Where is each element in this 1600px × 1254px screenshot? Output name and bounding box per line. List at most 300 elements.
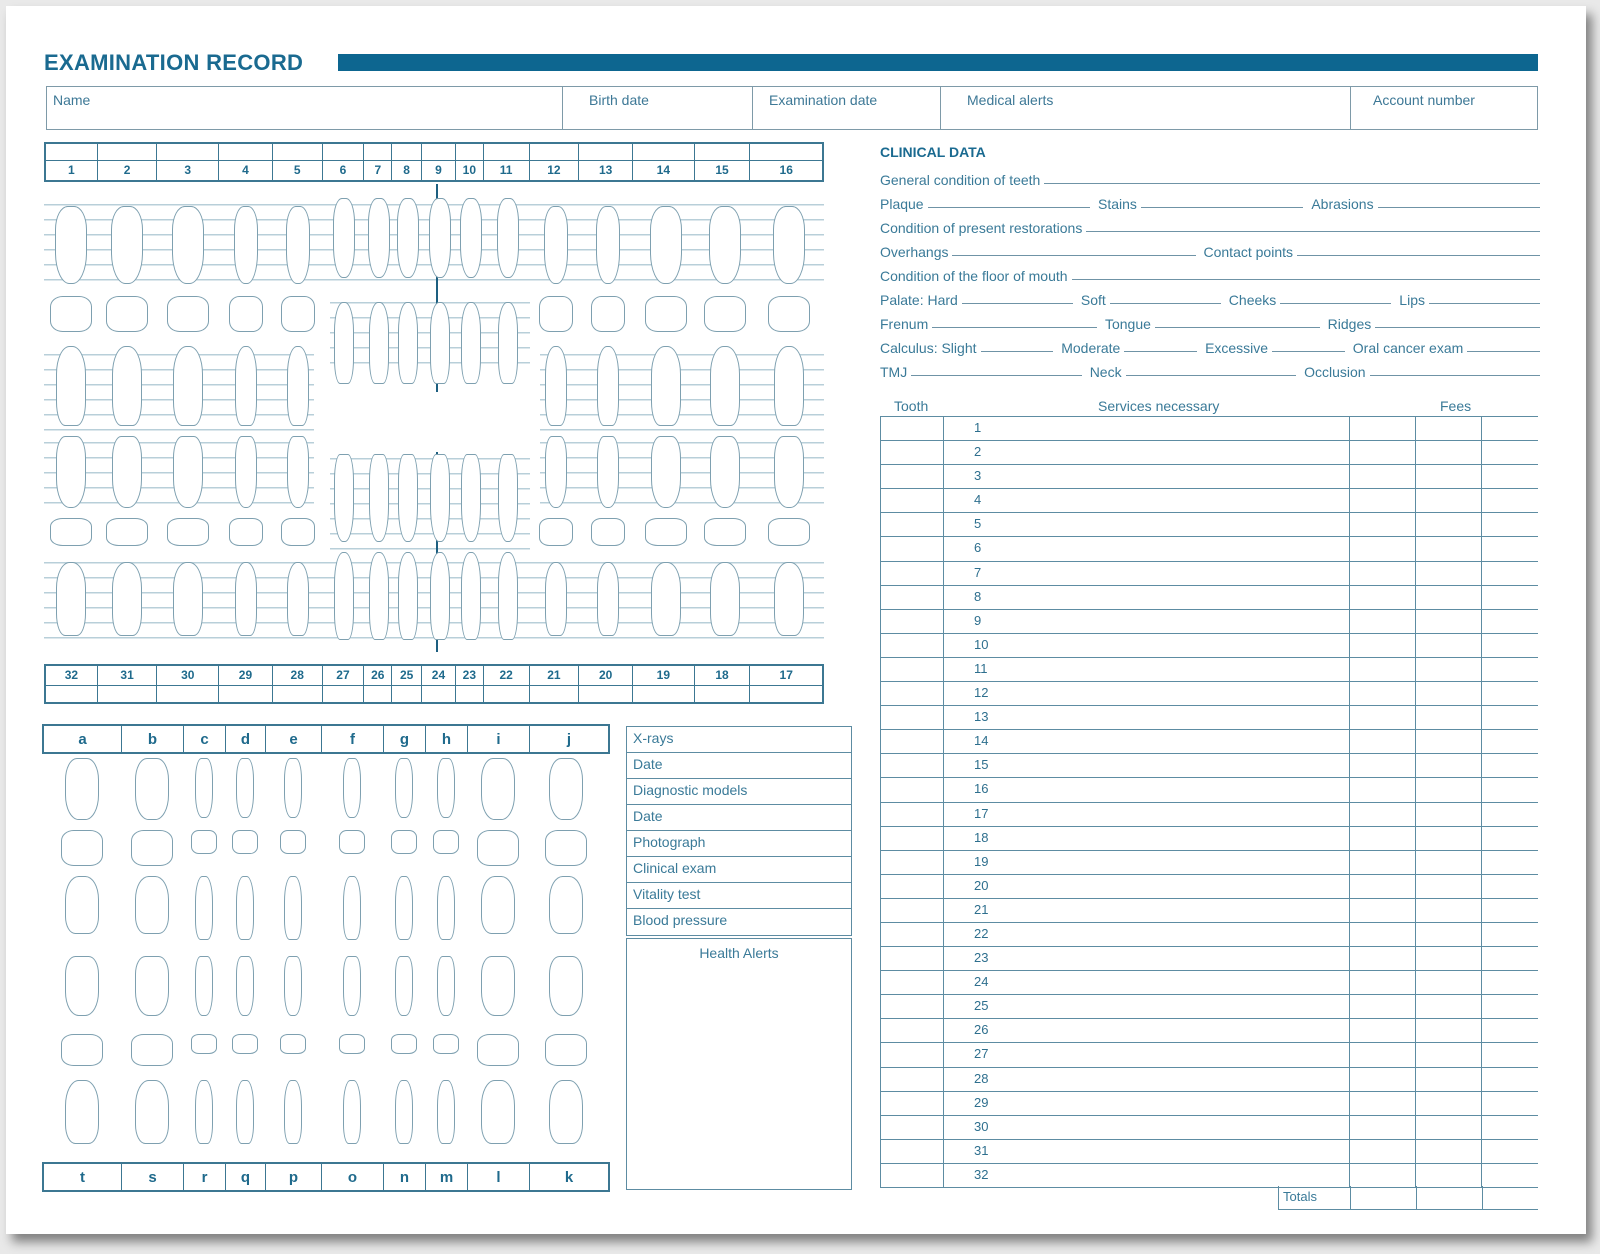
- fee-cell-3[interactable]: [1482, 947, 1538, 970]
- tooth-10-cell[interactable]: [456, 144, 484, 180]
- tooth-entry-cell[interactable]: [880, 586, 944, 609]
- record-xrays-date[interactable]: Date: [627, 753, 851, 779]
- tooth-3-mark-box[interactable]: [157, 144, 218, 161]
- service-description-cell[interactable]: [944, 562, 1350, 585]
- primary-tooth-f-cell[interactable]: f: [322, 726, 384, 752]
- examination-date-field[interactable]: [753, 87, 941, 129]
- fee-cell-1[interactable]: [1350, 947, 1416, 970]
- fee-cell-2[interactable]: [1416, 754, 1482, 777]
- tooth-entry-cell[interactable]: [880, 827, 944, 850]
- tooth-11-mark-box[interactable]: [484, 144, 529, 161]
- fee-cell-1[interactable]: [1350, 1116, 1416, 1139]
- service-description-cell[interactable]: [944, 537, 1350, 560]
- service-description-cell[interactable]: [944, 1068, 1350, 1091]
- tooth-8-mark-box[interactable]: [392, 144, 421, 161]
- clinical-field-input-line[interactable]: [1297, 254, 1540, 256]
- birth-date-field[interactable]: [563, 87, 753, 129]
- service-description-cell[interactable]: [944, 634, 1350, 657]
- fee-cell-3[interactable]: [1482, 706, 1538, 729]
- tooth-14-cell[interactable]: [633, 144, 695, 180]
- clinical-field-input-line[interactable]: [1044, 182, 1540, 184]
- service-description-cell[interactable]: [944, 1140, 1350, 1163]
- tooth-30-cell[interactable]: [157, 666, 219, 702]
- tooth-1-mark-box[interactable]: [46, 144, 97, 161]
- tooth-entry-cell[interactable]: [880, 706, 944, 729]
- service-description-cell[interactable]: [944, 730, 1350, 753]
- service-description-cell[interactable]: [944, 513, 1350, 536]
- tooth-entry-cell[interactable]: [880, 754, 944, 777]
- tooth-2-mark-box[interactable]: [98, 144, 157, 161]
- service-description-cell[interactable]: [944, 682, 1350, 705]
- fee-cell-3[interactable]: [1482, 1092, 1538, 1115]
- tooth-9-mark-box[interactable]: [422, 144, 455, 161]
- tooth-entry-cell[interactable]: [880, 1019, 944, 1042]
- tooth-6-mark-box[interactable]: [323, 144, 364, 161]
- fee-cell-3[interactable]: [1482, 1043, 1538, 1066]
- tooth-entry-cell[interactable]: [880, 851, 944, 874]
- fee-cell-2[interactable]: [1416, 803, 1482, 826]
- fee-cell-1[interactable]: [1350, 827, 1416, 850]
- service-description-cell[interactable]: [944, 610, 1350, 633]
- primary-tooth-q-cell[interactable]: q: [226, 1164, 266, 1190]
- service-description-cell[interactable]: [944, 706, 1350, 729]
- record-vitality-test[interactable]: Vitality test: [627, 883, 851, 909]
- tooth-7-cell[interactable]: [364, 144, 392, 180]
- fee-cell-1[interactable]: [1350, 1164, 1416, 1187]
- tooth-25-cell[interactable]: [392, 666, 422, 702]
- fee-cell-3[interactable]: [1482, 899, 1538, 922]
- tooth-14-mark-box[interactable]: [633, 144, 694, 161]
- fee-cell-2[interactable]: [1416, 899, 1482, 922]
- upper-tooth-buccal-outline: [429, 198, 451, 278]
- fee-cell-1[interactable]: [1350, 851, 1416, 874]
- fee-cell-2[interactable]: [1416, 513, 1482, 536]
- tooth-24-mark-box[interactable]: [422, 686, 455, 702]
- service-description-cell[interactable]: [944, 923, 1350, 946]
- fee-cell-2[interactable]: [1416, 875, 1482, 898]
- fee-cell-3[interactable]: [1482, 658, 1538, 681]
- fee-cell-3[interactable]: [1482, 730, 1538, 753]
- tooth-30-mark-box[interactable]: [157, 686, 218, 702]
- fee-cell-1[interactable]: [1350, 417, 1416, 440]
- clinical-field-input-line[interactable]: [1072, 278, 1540, 280]
- clinical-field-input-line[interactable]: [981, 350, 1054, 352]
- clinical-field-input-line[interactable]: [1467, 350, 1540, 352]
- fee-cell-2[interactable]: [1416, 1019, 1482, 1042]
- fee-cell-3[interactable]: [1482, 971, 1538, 994]
- tooth-27-mark-box[interactable]: [323, 686, 364, 702]
- fee-cell-1[interactable]: [1350, 1043, 1416, 1066]
- tooth-27-cell[interactable]: [323, 666, 365, 702]
- fee-cell-1[interactable]: [1350, 899, 1416, 922]
- tooth-32-cell[interactable]: [46, 666, 98, 702]
- tooth-17-cell[interactable]: [750, 666, 822, 702]
- primary-tooth-j-cell[interactable]: j: [566, 731, 572, 748]
- fee-cell-3[interactable]: [1482, 923, 1538, 946]
- tooth-entry-cell[interactable]: [880, 899, 944, 922]
- primary-tooth-r-cell[interactable]: r: [184, 1164, 226, 1190]
- fee-cell-1[interactable]: [1350, 803, 1416, 826]
- tooth-32-mark-box[interactable]: [46, 686, 97, 702]
- primary-tooth-t-cell[interactable]: t: [44, 1164, 122, 1190]
- tooth-18-mark-box[interactable]: [695, 686, 750, 702]
- tooth-16-cell[interactable]: [750, 144, 822, 180]
- totals-fee-2[interactable]: [1417, 1186, 1483, 1209]
- primary-lower-lingual-outline: [135, 956, 169, 1016]
- fee-cell-3[interactable]: [1482, 1140, 1538, 1163]
- tooth-4-cell[interactable]: [219, 144, 273, 180]
- tooth-entry-cell[interactable]: [880, 658, 944, 681]
- clinical-field-input-line[interactable]: [1086, 230, 1540, 232]
- tooth-3-cell[interactable]: [157, 144, 219, 180]
- lower-tooth-lingual-outline: [287, 436, 309, 508]
- tooth-entry-cell[interactable]: [880, 489, 944, 512]
- clinical-field-input-line[interactable]: [1126, 374, 1296, 376]
- fee-cell-2[interactable]: [1416, 658, 1482, 681]
- service-description-cell[interactable]: [944, 465, 1350, 488]
- tooth-entry-cell[interactable]: [880, 1140, 944, 1163]
- primary-tooth-m-cell[interactable]: m: [426, 1164, 468, 1190]
- clinical-field-input-line[interactable]: [1370, 374, 1540, 376]
- account-number-field[interactable]: [1351, 87, 1537, 129]
- record-models-date[interactable]: Date: [627, 805, 851, 831]
- tooth-2-cell[interactable]: [98, 144, 158, 180]
- tooth-entry-cell[interactable]: [880, 730, 944, 753]
- fee-cell-1[interactable]: [1350, 1019, 1416, 1042]
- fee-cell-1[interactable]: [1350, 610, 1416, 633]
- primary-tooth-chart[interactable]: [42, 758, 610, 1156]
- fee-cell-1[interactable]: [1350, 562, 1416, 585]
- tooth-18-cell[interactable]: [695, 666, 751, 702]
- clinical-field-input-line[interactable]: [1378, 206, 1540, 208]
- tooth-23-mark-box[interactable]: [456, 686, 483, 702]
- tooth-31-mark-box[interactable]: [98, 686, 157, 702]
- totals-fee-3[interactable]: [1483, 1186, 1538, 1209]
- primary-tooth-a-cell[interactable]: a: [44, 726, 122, 752]
- clinical-field-input-line[interactable]: [928, 206, 1090, 208]
- clinical-field-input-line[interactable]: [962, 302, 1073, 304]
- tooth-11-cell[interactable]: [484, 144, 530, 180]
- fee-cell-2[interactable]: [1416, 562, 1482, 585]
- fee-cell-2[interactable]: [1416, 537, 1482, 560]
- tooth-4-mark-box[interactable]: [219, 144, 272, 161]
- clinical-field-input-line[interactable]: [1141, 206, 1303, 208]
- fee-cell-2[interactable]: [1416, 995, 1482, 1018]
- clinical-field-input-line[interactable]: [952, 254, 1195, 256]
- service-description-cell[interactable]: [944, 995, 1350, 1018]
- record-xrays[interactable]: X-rays: [627, 727, 851, 753]
- tooth-entry-cell[interactable]: [880, 465, 944, 488]
- fee-cell-1[interactable]: [1350, 706, 1416, 729]
- service-description-cell[interactable]: [944, 851, 1350, 874]
- service-description-cell[interactable]: [944, 489, 1350, 512]
- primary-lower-lingual-outline: [481, 956, 515, 1016]
- tooth-31-cell[interactable]: [98, 666, 158, 702]
- service-description-cell[interactable]: [944, 1116, 1350, 1139]
- tooth-29-cell[interactable]: [219, 666, 273, 702]
- fee-cell-1[interactable]: [1350, 778, 1416, 801]
- service-description-cell[interactable]: [944, 441, 1350, 464]
- tooth-entry-cell[interactable]: [880, 1164, 944, 1187]
- examination-date-label: Examination date: [769, 92, 878, 108]
- fee-cell-3[interactable]: [1482, 995, 1538, 1018]
- fee-cell-2[interactable]: [1416, 417, 1482, 440]
- fee-cell-2[interactable]: [1416, 1140, 1482, 1163]
- fee-cell-3[interactable]: [1482, 682, 1538, 705]
- tooth-entry-cell[interactable]: [880, 610, 944, 633]
- service-description-cell[interactable]: [944, 947, 1350, 970]
- fee-cell-2[interactable]: [1416, 851, 1482, 874]
- tooth-28-mark-box[interactable]: [273, 686, 322, 702]
- fee-cell-3[interactable]: [1482, 1068, 1538, 1091]
- primary-tooth-e-cell[interactable]: e: [266, 726, 322, 752]
- fee-cell-3[interactable]: [1482, 851, 1538, 874]
- tooth-28-cell[interactable]: [273, 666, 323, 702]
- tooth-entry-cell[interactable]: [880, 562, 944, 585]
- tooth-25-mark-box[interactable]: [392, 686, 421, 702]
- service-description-cell[interactable]: [944, 1164, 1350, 1187]
- clinical-field-input-line[interactable]: [932, 326, 1097, 328]
- primary-tooth-s-cell[interactable]: s: [122, 1164, 184, 1190]
- service-description-cell[interactable]: [944, 827, 1350, 850]
- fee-cell-1[interactable]: [1350, 513, 1416, 536]
- primary-tooth-h-cell[interactable]: h: [426, 726, 468, 752]
- fee-cell-1[interactable]: [1350, 537, 1416, 560]
- fee-cell-3[interactable]: [1482, 1164, 1538, 1187]
- tooth-entry-cell[interactable]: [880, 947, 944, 970]
- tooth-5-mark-box[interactable]: [273, 144, 322, 161]
- medical-alerts-field[interactable]: [941, 87, 1351, 129]
- fee-cell-1[interactable]: [1350, 1140, 1416, 1163]
- fee-cell-2[interactable]: [1416, 730, 1482, 753]
- clinical-field-input-line[interactable]: [1272, 350, 1345, 352]
- primary-tooth-d-cell[interactable]: d: [226, 726, 266, 752]
- service-description-cell[interactable]: [944, 1043, 1350, 1066]
- tooth-entry-cell[interactable]: [880, 1068, 944, 1091]
- fee-cell-1[interactable]: [1350, 465, 1416, 488]
- service-description-cell[interactable]: [944, 586, 1350, 609]
- tooth-1-cell[interactable]: [46, 144, 98, 180]
- fee-cell-1[interactable]: [1350, 586, 1416, 609]
- tooth-number-label: 31: [98, 666, 157, 686]
- fee-cell-2[interactable]: [1416, 971, 1482, 994]
- tooth-entry-cell[interactable]: [880, 995, 944, 1018]
- fee-cell-3[interactable]: [1482, 1019, 1538, 1042]
- tooth-10-mark-box[interactable]: [456, 144, 483, 161]
- service-description-cell[interactable]: [944, 1092, 1350, 1115]
- primary-tooth-b-cell[interactable]: b: [122, 726, 184, 752]
- tooth-5-cell[interactable]: [273, 144, 323, 180]
- tooth-20-mark-box[interactable]: [579, 686, 632, 702]
- clinical-field-input-line[interactable]: [1110, 302, 1221, 304]
- primary-tooth-o-cell[interactable]: o: [322, 1164, 384, 1190]
- fee-cell-2[interactable]: [1416, 1068, 1482, 1091]
- upper-tooth-occlusal-outline: [591, 296, 625, 332]
- tooth-15-mark-box[interactable]: [695, 144, 750, 161]
- primary-lower-occlusal-outline: [191, 1034, 217, 1054]
- tooth-23-cell[interactable]: [456, 666, 484, 702]
- tooth-13-mark-box[interactable]: [579, 144, 632, 161]
- fee-cell-1[interactable]: [1350, 754, 1416, 777]
- service-description-cell[interactable]: [944, 778, 1350, 801]
- fee-cell-3[interactable]: [1482, 827, 1538, 850]
- record-photograph[interactable]: Photograph: [627, 831, 851, 857]
- fee-cell-2[interactable]: [1416, 465, 1482, 488]
- clinical-field-input-line[interactable]: [1375, 326, 1540, 328]
- primary-tooth-l-cell[interactable]: l: [468, 1164, 530, 1190]
- permanent-tooth-chart[interactable]: [44, 184, 824, 654]
- primary-tooth-k-cell[interactable]: k: [564, 1169, 574, 1186]
- tooth-15-cell[interactable]: [695, 144, 751, 180]
- tooth-26-cell[interactable]: [364, 666, 392, 702]
- health-alerts-box[interactable]: [626, 938, 852, 1190]
- upper-tooth-buccal-outline: [650, 206, 682, 284]
- fee-cell-3[interactable]: [1482, 513, 1538, 536]
- tooth-entry-cell[interactable]: [880, 923, 944, 946]
- service-description-cell[interactable]: [944, 803, 1350, 826]
- fee-cell-3[interactable]: [1482, 562, 1538, 585]
- primary-tooth-p-cell[interactable]: p: [266, 1164, 322, 1190]
- service-description-cell[interactable]: [944, 875, 1350, 898]
- service-description-cell[interactable]: [944, 417, 1350, 440]
- fee-cell-2[interactable]: [1416, 441, 1482, 464]
- fee-cell-3[interactable]: [1482, 441, 1538, 464]
- tooth-entry-cell[interactable]: [880, 513, 944, 536]
- tooth-7-mark-box[interactable]: [364, 144, 391, 161]
- tooth-entry-cell[interactable]: [880, 803, 944, 826]
- record-clinical-exam[interactable]: Clinical exam: [627, 857, 851, 883]
- fee-cell-2[interactable]: [1416, 634, 1482, 657]
- tooth-entry-cell[interactable]: [880, 682, 944, 705]
- fee-cell-3[interactable]: [1482, 537, 1538, 560]
- fee-cell-3[interactable]: [1482, 875, 1538, 898]
- service-description-cell[interactable]: [944, 1019, 1350, 1042]
- tooth-6-cell[interactable]: [323, 144, 365, 180]
- tooth-entry-cell[interactable]: [880, 875, 944, 898]
- service-description-cell[interactable]: [944, 754, 1350, 777]
- tooth-8-cell[interactable]: [392, 144, 422, 180]
- tooth-20-cell[interactable]: [579, 666, 633, 702]
- fee-cell-1[interactable]: [1350, 971, 1416, 994]
- primary-tooth-i-cell[interactable]: i: [468, 726, 530, 752]
- primary-tooth-g-cell[interactable]: g: [384, 726, 426, 752]
- tooth-12-mark-box[interactable]: [530, 144, 579, 161]
- name-field[interactable]: [47, 87, 563, 129]
- lower-tooth-occlusal-outline: [229, 518, 263, 546]
- primary-tooth-n-cell[interactable]: n: [384, 1164, 426, 1190]
- tooth-13-cell[interactable]: [579, 144, 633, 180]
- fee-cell-2[interactable]: [1416, 706, 1482, 729]
- fee-cell-3[interactable]: [1482, 610, 1538, 633]
- tooth-entry-cell[interactable]: [880, 634, 944, 657]
- fee-cell-2[interactable]: [1416, 923, 1482, 946]
- tooth-9-cell[interactable]: [422, 144, 456, 180]
- fee-cell-3[interactable]: [1482, 465, 1538, 488]
- record-diagnostic-models[interactable]: Diagnostic models: [627, 779, 851, 805]
- tooth-entry-cell[interactable]: [880, 441, 944, 464]
- fee-cell-3[interactable]: [1482, 1116, 1538, 1139]
- clinical-field-label: Tongue: [1104, 316, 1151, 332]
- totals-fee-1[interactable]: [1351, 1186, 1417, 1209]
- clinical-field-input-line[interactable]: [1280, 302, 1391, 304]
- clinical-field-input-line[interactable]: [1155, 326, 1320, 328]
- fee-cell-1[interactable]: [1350, 489, 1416, 512]
- tooth-17-mark-box[interactable]: [750, 686, 822, 702]
- tooth-entry-cell[interactable]: [880, 971, 944, 994]
- fee-cell-1[interactable]: [1350, 730, 1416, 753]
- fee-cell-1[interactable]: [1350, 658, 1416, 681]
- fee-cell-2[interactable]: [1416, 947, 1482, 970]
- tooth-21-cell[interactable]: [530, 666, 580, 702]
- tooth-entry-cell[interactable]: [880, 1092, 944, 1115]
- tooth-19-cell[interactable]: [633, 666, 695, 702]
- tooth-entry-cell[interactable]: [880, 1116, 944, 1139]
- fee-cell-1[interactable]: [1350, 441, 1416, 464]
- tooth-entry-cell[interactable]: [880, 537, 944, 560]
- service-row: [880, 1019, 1538, 1043]
- fee-cell-3[interactable]: [1482, 778, 1538, 801]
- tooth-24-cell[interactable]: [422, 666, 456, 702]
- fee-cell-3[interactable]: [1482, 634, 1538, 657]
- fee-cell-3[interactable]: [1482, 489, 1538, 512]
- clinical-field-input-line[interactable]: [1124, 350, 1197, 352]
- tooth-22-mark-box[interactable]: [484, 686, 529, 702]
- tooth-29-mark-box[interactable]: [219, 686, 272, 702]
- fee-cell-1[interactable]: [1350, 634, 1416, 657]
- fee-cell-2[interactable]: [1416, 1116, 1482, 1139]
- fee-cell-1[interactable]: [1350, 875, 1416, 898]
- primary-lower-occlusal-outline: [61, 1034, 103, 1066]
- fee-cell-2[interactable]: [1416, 1164, 1482, 1187]
- fee-cell-3[interactable]: [1482, 754, 1538, 777]
- service-description-cell[interactable]: [944, 971, 1350, 994]
- clinical-field-input-line[interactable]: [911, 374, 1081, 376]
- tooth-entry-cell[interactable]: [880, 1043, 944, 1066]
- fee-cell-2[interactable]: [1416, 1043, 1482, 1066]
- tooth-16-mark-box[interactable]: [750, 144, 822, 161]
- primary-tooth-c-cell[interactable]: c: [184, 726, 226, 752]
- tooth-12-cell[interactable]: [530, 144, 580, 180]
- fee-cell-1[interactable]: [1350, 995, 1416, 1018]
- fee-cell-1[interactable]: [1350, 1068, 1416, 1091]
- clinical-field-input-line[interactable]: [1429, 302, 1540, 304]
- record-blood-pressure[interactable]: Blood pressure: [633, 912, 728, 928]
- fee-cell-3[interactable]: [1482, 803, 1538, 826]
- fee-cell-1[interactable]: [1350, 923, 1416, 946]
- fee-cell-3[interactable]: [1482, 417, 1538, 440]
- fee-cell-2[interactable]: [1416, 489, 1482, 512]
- service-row: [880, 1092, 1538, 1116]
- fee-cell-2[interactable]: [1416, 778, 1482, 801]
- tooth-entry-cell[interactable]: [880, 778, 944, 801]
- fee-cell-2[interactable]: [1416, 827, 1482, 850]
- tooth-26-mark-box[interactable]: [364, 686, 391, 702]
- tooth-entry-cell[interactable]: [880, 417, 944, 440]
- fee-cell-2[interactable]: [1416, 1092, 1482, 1115]
- fee-cell-2[interactable]: [1416, 586, 1482, 609]
- fee-cell-1[interactable]: [1350, 1092, 1416, 1115]
- row-number-label: 4: [974, 492, 982, 508]
- service-description-cell[interactable]: [944, 658, 1350, 681]
- tooth-19-mark-box[interactable]: [633, 686, 694, 702]
- service-description-cell[interactable]: [944, 899, 1350, 922]
- fee-cell-2[interactable]: [1416, 682, 1482, 705]
- fee-cell-1[interactable]: [1350, 682, 1416, 705]
- tooth-21-mark-box[interactable]: [530, 686, 579, 702]
- tooth-22-cell[interactable]: [484, 666, 530, 702]
- fee-cell-3[interactable]: [1482, 586, 1538, 609]
- fee-cell-2[interactable]: [1416, 610, 1482, 633]
